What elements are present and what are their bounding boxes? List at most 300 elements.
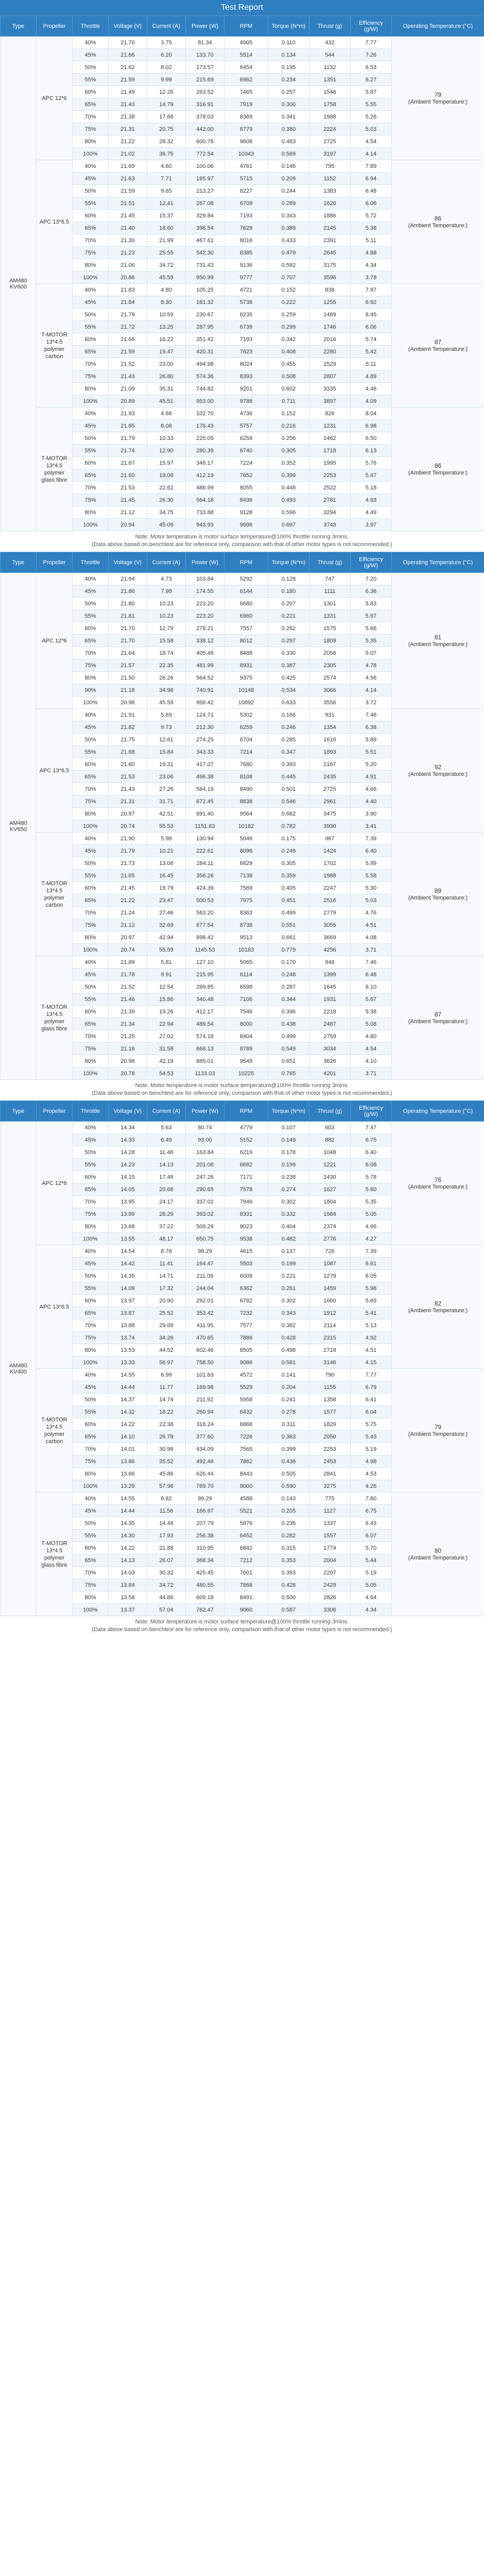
rpm-cell: 8363 [224,907,268,919]
throttle-cell: 50% [73,1394,109,1406]
power-cell: 130.94 [186,833,224,845]
efficiency-cell: 5.43 [351,1431,392,1443]
thrust-cell: 2826 [309,1591,351,1604]
rpm-cell: 7193 [224,333,268,346]
current-cell: 22.35 [147,659,186,672]
thrust-cell: 2429 [309,1579,351,1591]
throttle-cell: 75% [73,1043,109,1055]
column-header: Thrust (g) [309,16,351,37]
motor-type-cell: AM480 KV650 [1,573,37,1080]
torque-cell: 0.380 [268,123,309,135]
rpm-cell: 8436 [224,494,268,506]
voltage-cell: 21.40 [109,222,147,234]
throttle-cell: 55% [73,197,109,210]
torque-cell: 0.205 [268,1505,309,1517]
thrust-cell: 1804 [309,1196,351,1208]
rpm-cell: 9128 [224,506,268,519]
header-row [1,552,484,573]
throttle-cell: 100% [73,697,109,709]
efficiency-cell: 4.14 [351,148,392,160]
thrust-cell: 1221 [309,1159,351,1171]
thrust-cell: 2315 [309,1332,351,1344]
voltage-cell: 14.44 [109,1381,147,1394]
power-cell: 225.09 [186,432,224,445]
efficiency-cell: 7.47 [351,1122,392,1134]
throttle-cell: 40% [73,1122,109,1134]
current-cell: 27.46 [147,907,186,919]
torque-cell: 0.330 [268,647,309,659]
current-cell: 12.79 [147,622,186,635]
voltage-cell: 21.59 [109,185,147,197]
current-cell: 18.74 [147,647,186,659]
efficiency-cell: 6.92 [351,296,392,309]
throttle-cell: 65% [73,1307,109,1319]
voltage-cell: 20.74 [109,944,147,956]
column-header: Throttle [73,552,109,573]
thrust-cell: 1399 [309,969,351,981]
throttle-cell: 50% [73,1517,109,1530]
torque-cell: 0.238 [268,1171,309,1183]
efficiency-cell: 4.51 [351,1344,392,1357]
rpm-cell: 9375 [224,672,268,684]
ambient-temperature-label: (Ambient Temperature:) [408,469,468,476]
thrust-cell: 2529 [309,358,351,370]
efficiency-cell: 5.42 [351,346,392,358]
current-cell: 12.26 [147,86,186,98]
ambient-temperature-label: (Ambient Temperature:) [408,222,468,229]
throttle-cell: 60% [73,1006,109,1018]
current-cell: 22.94 [147,1018,186,1030]
current-cell: 55.53 [147,820,186,833]
column-header: Power (W) [186,1101,224,1122]
power-cell: 211.09 [186,1270,224,1282]
efficiency-cell: 5.69 [351,1295,392,1307]
torque-cell: 0.661 [268,931,309,944]
efficiency-cell: 6.53 [351,61,392,74]
voltage-cell: 21.12 [109,506,147,519]
thrust-cell: 1988 [309,111,351,123]
power-cell: 212.30 [186,721,224,734]
thrust-cell: 1758 [309,98,351,111]
temperature-value: 80 [434,1547,442,1554]
footnote: Note: Motor temperature is motor surface temperature@100% throttle running 3mins. (Data above based on benchtest are for reference only, comparison with that of other motor types is not recommended.) [0,1080,484,1100]
efficiency-cell: 7.39 [351,833,392,845]
throttle-cell: 80% [73,1221,109,1233]
power-cell: 368.34 [186,1554,224,1567]
efficiency-cell: 5.75 [351,1418,392,1431]
power-cell: 318.24 [186,1418,224,1431]
power-cell: 584.19 [186,783,224,795]
torque-cell: 0.274 [268,1183,309,1196]
power-cell: 102.70 [186,408,224,420]
throttle-cell: 100% [73,1604,109,1616]
throttle-cell: 80% [73,931,109,944]
current-cell: 14.71 [147,1270,186,1282]
torque-cell: 0.259 [268,309,309,321]
column-header: RPM [224,552,268,573]
thrust-cell: 3743 [309,519,351,531]
torque-cell: 0.363 [268,1431,309,1443]
throttle-cell: 70% [73,234,109,247]
current-cell: 34.72 [147,259,186,272]
thrust-cell: 1620 [309,197,351,210]
torque-cell: 0.343 [268,1307,309,1319]
thrust-cell: 2050 [309,1431,351,1443]
thrust-cell: 2391 [309,234,351,247]
report-table [0,1100,484,1616]
propeller-cell: APC 12*6 [37,573,73,709]
current-cell: 16.22 [147,333,186,346]
efficiency-cell: 4.49 [351,506,392,519]
current-cell: 21.88 [147,1542,186,1554]
torque-cell: 0.500 [268,1591,309,1604]
current-cell: 30.32 [147,1567,186,1579]
rpm-cell: 9786 [224,395,268,408]
current-cell: 5.81 [147,956,186,969]
rpm-cell: 6709 [224,197,268,210]
power-cell: 176.43 [186,420,224,432]
thrust-cell: 1746 [309,321,351,333]
rpm-cell: 8838 [224,795,268,808]
current-cell: 25.52 [147,1307,186,1319]
power-cell: 1133.03 [186,1067,224,1080]
temperature-cell [392,1122,484,1245]
efficiency-cell: 5.38 [351,222,392,234]
rpm-cell: 9696 [224,519,268,531]
column-header: Propeller [37,552,73,573]
column-header: Voltage (V) [109,16,147,37]
current-cell: 20.75 [147,123,186,135]
motor-section [0,552,484,1100]
rpm-cell: 5302 [224,709,268,721]
throttle-cell: 45% [73,420,109,432]
power-cell: 105.25 [186,284,224,296]
power-cell: 287.95 [186,321,224,333]
efficiency-cell: 6.07 [351,1530,392,1542]
throttle-cell: 50% [73,185,109,197]
voltage-cell: 21.89 [109,956,147,969]
table-row [1,956,484,969]
rpm-cell: 7601 [224,1567,268,1579]
power-cell: 411.95 [186,1319,224,1332]
voltage-cell: 13.87 [109,1307,147,1319]
current-cell: 24.17 [147,1196,186,1208]
torque-cell: 0.393 [268,758,309,771]
power-cell: 762.47 [186,1604,224,1616]
current-cell: 36.75 [147,148,186,160]
efficiency-cell: 7.77 [351,1369,392,1381]
thrust-cell: 1893 [309,746,351,758]
torque-cell: 0.241 [268,1394,309,1406]
temperature-value: 82 [434,1299,442,1307]
efficiency-cell: 6.48 [351,185,392,197]
voltage-cell: 21.60 [109,469,147,482]
efficiency-cell: 5.76 [351,457,392,469]
torque-cell: 0.221 [268,610,309,622]
torque-cell: 0.596 [268,506,309,519]
rpm-cell: 7138 [224,870,268,882]
current-cell: 54.53 [147,1067,186,1080]
rpm-cell: 7623 [224,346,268,358]
throttle-cell: 65% [73,98,109,111]
voltage-cell: 14.09 [109,1282,147,1295]
voltage-cell: 20.97 [109,808,147,820]
thrust-cell: 1301 [309,598,351,610]
throttle-cell: 100% [73,1233,109,1245]
thrust-cell: 2056 [309,647,351,659]
thrust-cell: 2224 [309,123,351,135]
efficiency-cell: 5.11 [351,234,392,247]
column-header: Propeller [37,16,73,37]
voltage-cell: 13.37 [109,1604,147,1616]
efficiency-cell: 5.05 [351,1579,392,1591]
current-cell: 4.80 [147,284,186,296]
voltage-cell: 13.88 [109,1319,147,1332]
torque-cell: 0.222 [268,296,309,309]
voltage-cell: 21.82 [109,721,147,734]
throttle-cell: 65% [73,894,109,907]
current-cell: 42.19 [147,1055,186,1067]
column-header: Voltage (V) [109,1101,147,1122]
thrust-cell: 2718 [309,1344,351,1357]
torque-cell: 0.204 [268,1381,309,1394]
throttle-cell: 80% [73,808,109,820]
thrust-cell: 3897 [309,395,351,408]
throttle-cell: 40% [73,284,109,296]
voltage-cell: 21.59 [109,74,147,86]
efficiency-cell: 5.58 [351,870,392,882]
current-cell: 12.54 [147,981,186,993]
rpm-cell: 6868 [224,1418,268,1431]
current-cell: 28.32 [147,135,186,148]
ambient-temperature-label: (Ambient Temperature:) [408,894,468,901]
column-header: RPM [224,16,268,37]
voltage-cell: 14.35 [109,1517,147,1530]
thrust-cell: 2453 [309,1455,351,1468]
thrust-cell: 1809 [309,635,351,647]
throttle-cell: 40% [73,1493,109,1505]
voltage-cell: 21.94 [109,573,147,585]
throttle-cell: 80% [73,1468,109,1480]
voltage-cell: 13.74 [109,1332,147,1344]
current-cell: 29.68 [147,1319,186,1332]
torque-cell: 0.508 [268,370,309,383]
throttle-cell: 45% [73,845,109,857]
thrust-cell: 2779 [309,907,351,919]
thrust-cell: 1886 [309,210,351,222]
power-cell: 564.52 [186,672,224,684]
throttle-cell: 60% [73,333,109,346]
thrust-cell: 1087 [309,1258,351,1270]
efficiency-cell: 5.60 [351,1183,392,1196]
power-cell: 292.01 [186,1295,224,1307]
table-row [1,833,484,845]
power-cell: 222.61 [186,845,224,857]
throttle-cell: 50% [73,598,109,610]
power-cell: 163.84 [186,1146,224,1159]
throttle-cell: 60% [73,882,109,894]
torque-cell: 0.261 [268,1282,309,1295]
efficiency-cell: 5.83 [351,598,392,610]
throttle-cell: 75% [73,247,109,259]
voltage-cell: 20.98 [109,697,147,709]
rpm-cell: 7949 [224,1196,268,1208]
voltage-cell: 21.64 [109,647,147,659]
rpm-cell: 6782 [224,1295,268,1307]
throttle-cell: 55% [73,610,109,622]
rpm-cell: 8779 [224,123,268,135]
throttle-cell: 65% [73,346,109,358]
efficiency-cell: 5.11 [351,358,392,370]
thrust-cell: 2114 [309,1319,351,1332]
throttle-cell: 50% [73,1270,109,1282]
power-cell: 256.38 [186,1530,224,1542]
efficiency-cell: 5.18 [351,482,392,494]
voltage-cell: 21.52 [109,981,147,993]
thrust-cell: 3034 [309,1043,351,1055]
power-cell: 378.03 [186,111,224,123]
voltage-cell: 21.53 [109,482,147,494]
thrust-cell: 2207 [309,1567,351,1579]
power-cell: 405.46 [186,647,224,659]
current-cell: 6.20 [147,49,186,61]
thrust-cell: 2435 [309,771,351,783]
thrust-cell: 1424 [309,845,351,857]
current-cell: 11.77 [147,1381,186,1394]
throttle-cell: 100% [73,820,109,833]
throttle-cell: 100% [73,944,109,956]
current-cell: 55.59 [147,944,186,956]
thrust-cell: 3596 [309,272,351,284]
thrust-cell: 3146 [309,1357,351,1369]
current-cell: 12.90 [147,445,186,457]
throttle-cell: 55% [73,1159,109,1171]
current-cell: 23.47 [147,894,186,907]
efficiency-cell: 7.26 [351,49,392,61]
power-cell: 244.04 [186,1282,224,1295]
voltage-cell: 13.66 [109,1468,147,1480]
torque-cell: 0.359 [268,870,309,882]
thrust-cell: 3175 [309,259,351,272]
thrust-cell: 1718 [309,445,351,457]
rpm-cell: 4615 [224,1245,268,1258]
throttle-cell: 50% [73,981,109,993]
current-cell: 5.63 [147,1122,186,1134]
throttle-cell: 100% [73,1067,109,1080]
efficiency-cell: 3.72 [351,697,392,709]
current-cell: 15.37 [147,210,186,222]
efficiency-cell: 4.54 [351,135,392,148]
efficiency-cell: 7.20 [351,573,392,585]
footnote: Note: Motor temperature is motor surface temperature@100% throttle running 3mins. (Data above based on benchtest are for reference only, comparison with that of other motor types is not recommended.) [0,531,484,552]
power-cell: 346.17 [186,457,224,469]
efficiency-cell: 4.40 [351,795,392,808]
power-cell: 211.92 [186,1394,224,1406]
throttle-cell: 45% [73,173,109,185]
throttle-cell: 40% [73,709,109,721]
current-cell: 15.84 [147,746,186,758]
torque-cell: 0.341 [268,111,309,123]
throttle-cell: 45% [73,721,109,734]
voltage-cell: 14.55 [109,1493,147,1505]
throttle-cell: 65% [73,635,109,647]
throttle-cell: 60% [73,622,109,635]
power-cell: 173.57 [186,61,224,74]
efficiency-cell: 5.66 [351,622,392,635]
throttle-cell: 55% [73,746,109,758]
voltage-cell: 20.86 [109,272,147,284]
throttle-cell: 40% [73,37,109,49]
throttle-cell: 70% [73,1443,109,1455]
power-cell: 480.55 [186,1579,224,1591]
propeller-cell: APC 12*6 [37,37,73,160]
thrust-cell: 2841 [309,1468,351,1480]
current-cell: 30.98 [147,1443,186,1455]
torque-cell: 0.501 [268,783,309,795]
power-cell: 956.42 [186,697,224,709]
thrust-cell: 2253 [309,1443,351,1455]
rpm-cell: 6682 [224,1159,268,1171]
torque-cell: 0.399 [268,469,309,482]
current-cell: 4.60 [147,160,186,173]
power-cell: 93.00 [186,1134,224,1146]
power-cell: 398.54 [186,222,224,234]
rpm-cell: 6009 [224,1270,268,1282]
power-cell: 310.95 [186,1542,224,1554]
torque-cell: 0.592 [268,259,309,272]
voltage-cell: 21.84 [109,296,147,309]
rpm-cell: 9777 [224,272,268,284]
torque-cell: 0.166 [268,709,309,721]
voltage-cell: 21.24 [109,907,147,919]
power-cell: 103.84 [186,573,224,585]
power-cell: 166.97 [186,1505,224,1517]
torque-cell: 0.505 [268,1468,309,1480]
rpm-cell: 5976 [224,1517,268,1530]
torque-cell: 0.256 [268,432,309,445]
rpm-cell: 10892 [224,697,268,709]
rpm-cell: 6962 [224,74,268,86]
rpm-cell: 7578 [224,1183,268,1196]
rpm-cell: 6144 [224,585,268,598]
power-cell: 230.67 [186,309,224,321]
current-cell: 28.29 [147,1208,186,1221]
efficiency-cell: 7.46 [351,709,392,721]
throttle-cell: 70% [73,1196,109,1208]
thrust-cell: 1048 [309,1146,351,1159]
current-cell: 14.48 [147,1517,186,1530]
motor-type-cell: AM480 KV600 [1,37,37,531]
power-cell: 280.39 [186,445,224,457]
power-cell: 223.20 [186,598,224,610]
throttle-cell: 55% [73,870,109,882]
torque-cell: 0.342 [268,333,309,346]
power-cell: 169.98 [186,1381,224,1394]
voltage-cell: 14.22 [109,1418,147,1431]
rpm-cell: 5738 [224,296,268,309]
temperature-cell [392,37,484,160]
torque-cell: 0.549 [268,1043,309,1055]
thrust-cell: 3475 [309,808,351,820]
efficiency-cell: 4.66 [351,1221,392,1233]
page-title: Test Report [0,0,484,15]
rpm-cell: 8369 [224,111,268,123]
efficiency-cell: 4.10 [351,1055,392,1067]
column-header: RPM [224,1101,268,1122]
thrust-cell: 2781 [309,494,351,506]
power-cell: 101.63 [186,1369,224,1381]
torque-cell: 0.408 [268,346,309,358]
